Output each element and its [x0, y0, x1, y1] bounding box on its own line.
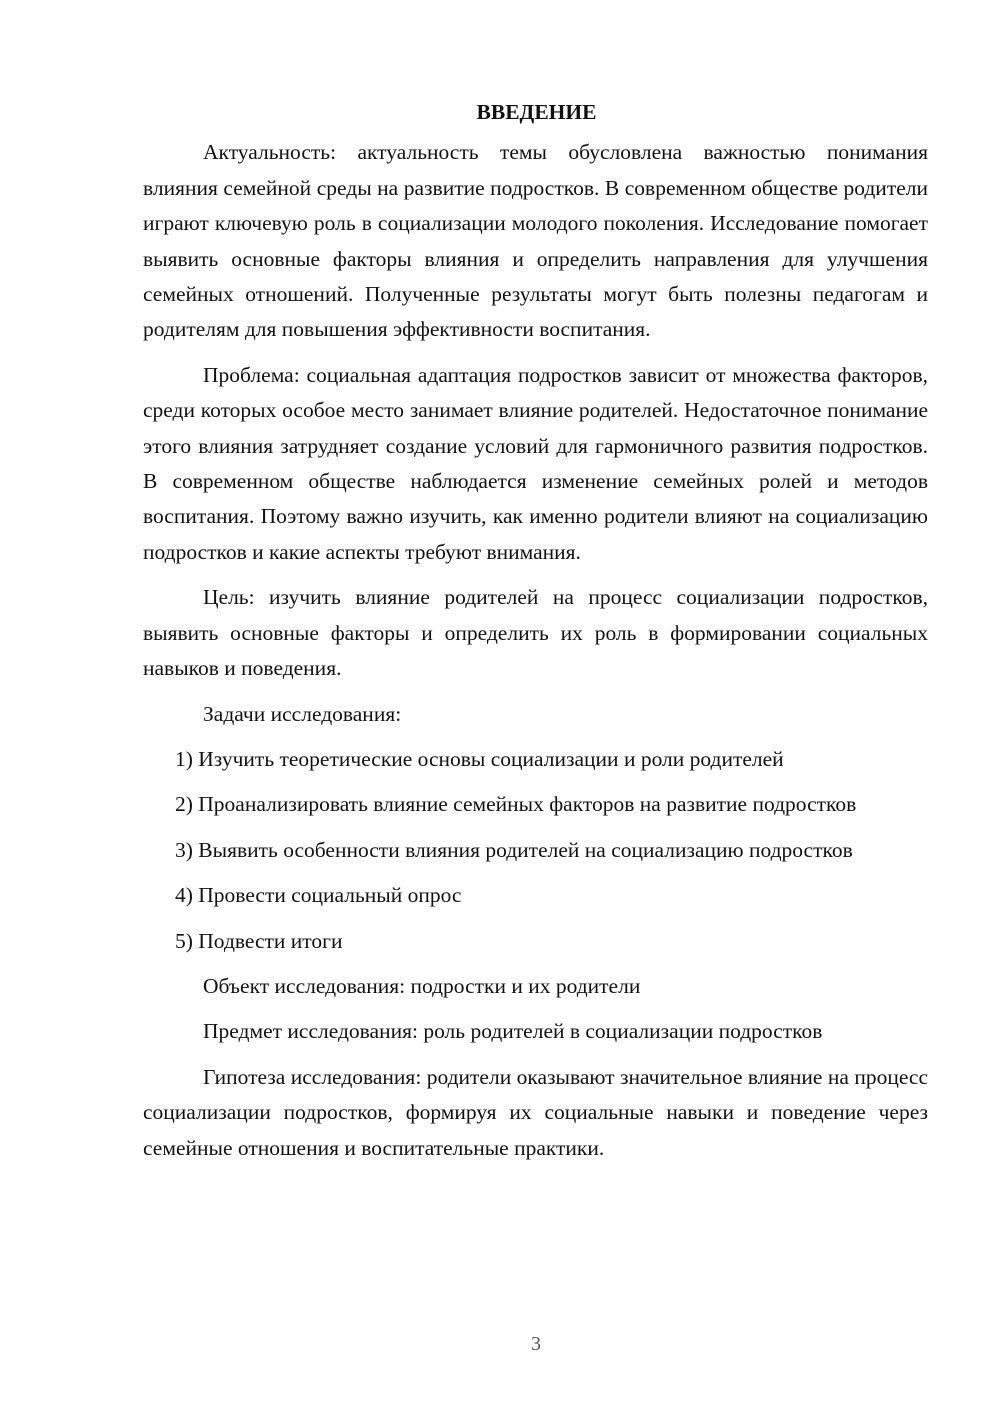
- section-title: ВВЕДЕНИЕ: [476, 100, 597, 124]
- relevance-paragraph: Актуальность: актуальность темы обусловлена важностью понимания влияния семейной среды на развитие подростков. В современном обществе родители играют ключевую роль в социализации молодого поколения. Исследование помогает выявить основные факторы влияния и определить направления для улучшения семейных отношений. Полученные результаты могут быть полезны педагогам и родителям для повышения эффективности воспитания.: [143, 140, 928, 342]
- task-item: 4) Провести социальный опрос: [175, 883, 462, 908]
- goal-paragraph: Цель: изучить влияние родителей на процесс социализации подростков, выявить основные факторы и определить их роль в формировании социальных навыков и поведения.: [143, 585, 928, 681]
- tasks-heading: Задачи исследования:: [203, 701, 402, 726]
- page-content: [143, 95, 928, 1176]
- problem-paragraph: Проблема: социальная адаптация подростков зависит от множества факторов, среди которых особое место занимает влияние родителей. Недостаточное понимание этого влияния затрудняет создание условий для гармоничного развития подростков. В современном обществе наблюдается изменение семейных ролей и методов воспитания. Поэтому важно изучить, как именно родители влияют на социализацию подростков и какие аспекты требуют внимания.: [143, 362, 928, 564]
- research-object: Объект исследования: подростки и их родители: [203, 973, 641, 998]
- task-item: 2) Проанализировать влияние семейных факторов на развитие подростков: [175, 792, 857, 817]
- hypothesis-paragraph: Гипотеза исследования: родители оказывают значительное влияние на процесс социализации подростков, формируя их социальные навыки и поведение через семейные отношения и воспитательные практики.: [143, 1064, 928, 1160]
- task-item: 5) Подвести итоги: [175, 928, 343, 953]
- research-subject: Предмет исследования: роль родителей в социализации подростков: [203, 1019, 823, 1044]
- task-item: 3) Выявить особенности влияния родителей на социализацию подростков: [175, 837, 853, 862]
- page-number: 3: [531, 1333, 541, 1355]
- task-item: 1) Изучить теоретические основы социализации и роли родителей: [175, 746, 784, 771]
